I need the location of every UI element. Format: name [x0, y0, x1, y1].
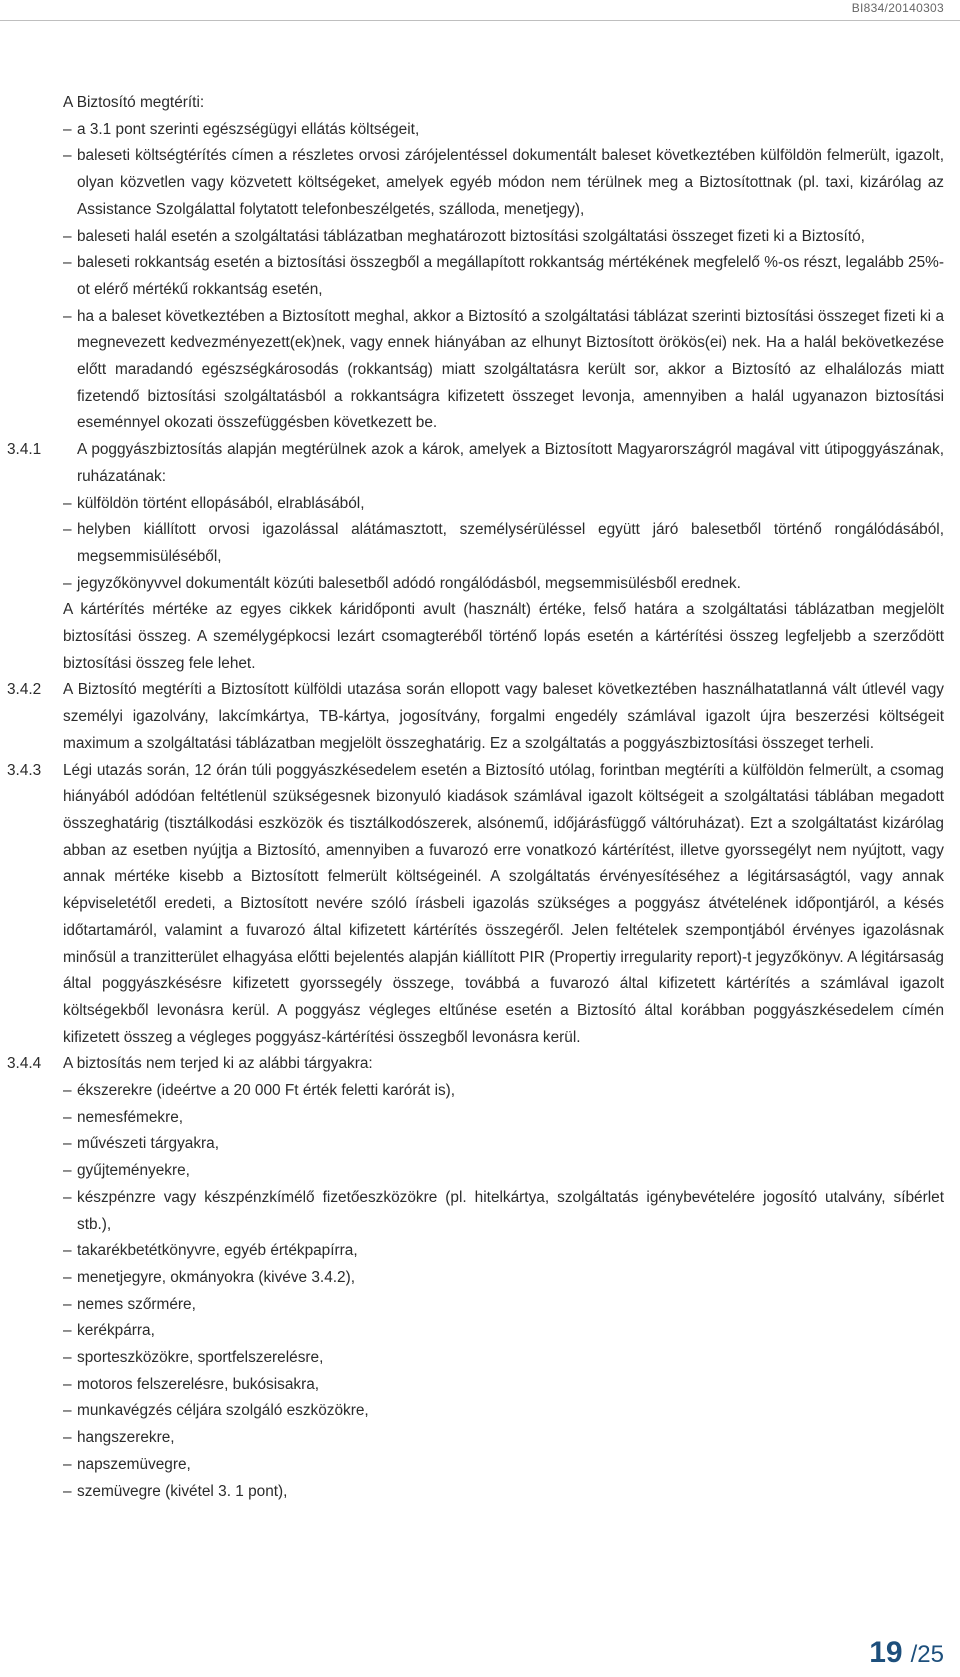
section-paragraph: A kártérítés mértéke az egyes cikkek káridőponti avult (használt) értéke, felső határa a szolgáltatási táblázatban megjelölt biztosítási összeg. A személygépkocsi lezárt csomagteréből történő lopás esetén a kártérítési összeg legfeljebb a szerződött biztosítási összeg fele lehet. [63, 601, 944, 672]
list-item: – nemesfémekre, [0, 1105, 960, 1132]
section-number: 3.4.3 [7, 761, 42, 779]
list-item: – a 3.1 pont szerinti egészségügyi ellátás költségeit, [0, 117, 960, 144]
section-3-4-3 [0, 758, 960, 1052]
list-item: – ha a baleset következtében a Biztosított meghal, akkor a Biztosító a szolgáltatási táblázat szerinti biztosítási összeget fizeti ki a megnevezett kedvezményezett(ek)nek, vagy ennek hiányában az elhunyt Biztosított örökös(ei) nek. Ha a halál bekövetkezése előtt maradandó egészségkárosodás (rokkantság) miatt szolgáltatásra került sor, akkor a Biztosító az elhalálozás miatt fizetendő biztosítási szolgáltatásból a rokkantságra kifizetett összeget levonja, amennyiben a halál ugyanazon biztosítási eseménnyel okozati összefüggésben következett be. [0, 304, 960, 438]
list-item: – jegyzőkönyvvel dokumentált közúti balesetből adódó rongálódásból, megsemmisülésből erednek. [0, 571, 960, 598]
list-item: – motoros felszerelésre, bukósisakra, [0, 1372, 960, 1399]
document-body [0, 90, 960, 1505]
section-number: 3.4.4 [7, 1055, 42, 1073]
list-item: – hangszerekre, [0, 1425, 960, 1452]
intro-paragraph: A Biztosító megtéríti: [63, 94, 205, 111]
list-item: – baleseti rokkantság esetén a biztosítási összegből a megállapított rokkantság mértékének megfelelő %-os részt, legalább 25%-ot elérő mértékű rokkantság esetén, [0, 250, 960, 303]
list-item: – külföldön történt ellopásából, elrablásából, [0, 491, 960, 518]
section-number: 3.4.1 [7, 441, 42, 459]
list-item: – menetjegyre, okmányokra (kivéve 3.4.2), [0, 1265, 960, 1292]
list-item: – kerékpárra, [0, 1318, 960, 1345]
section-text: Légi utazás során, 12 órán túli poggyászkésedelem esetén a Biztosító utólag, forintban megtéríti a külföldön felmerült, a csomag hiányából adódóan feltétlenül szükségesnek bizonyuló kiadások számlával igazolt költségeit a szolgáltatási táblában megadott összeghatárig (tisztálkodási eszközök és tisztálkodószerek, alsónemű, időjárásfüggő váltóruházat). Ezt a szolgáltatást kizárólag abban az esetben nyújtja a Biztosító, amennyiben a fuvarozó erre vonatkozó kártérítést, illetve gyorssegélyt nem nyújtott, vagy annak mértéke kisebb a Biztosított felmerült költségeinél. A szolgáltatás érvényesítéséhez a légitársaságtól, vagy annak képviseletétől eredeti, a Biztosított nevére szóló írásbeli igazolás szükséges a poggyász átvételének időpontjáról, a késés időtartamáról, valamint a fuvarozó által kifizetett kártérítés összegéről. Jelen feltételek szempontjából érvényes igazolásnak minősül a tranzitterület elhagyása előtti bejelentés alapján kiállított PIR (Propertiy irregularity report)-t jegyzőkönyv. A légitársaság által poggyászkésésre kifizetett gyorssegély összege, továbbá a fuvarozó által kifizetett kártérítés a számlával igazolt költségekből levonásra kerül. A poggyász végleges eltűnése esetén a Biztosító által korábban poggyászkésedelem címén kifizetett összeg a végleges poggyász-kártérítési összegből levonásra kerül. [63, 761, 944, 1046]
document-code: BI834/20140303 [851, 1, 944, 15]
section-text: A biztosítás nem terjed ki az alábbi tárgyakra: [63, 1055, 373, 1073]
section-3-4-2 [0, 677, 960, 757]
list-item: – takarékbetétkönyvre, egyéb értékpapírra, [0, 1238, 960, 1265]
list-item: – szemüvegre (kivétel 3. 1 pont), [0, 1479, 960, 1506]
section-number: 3.4.2 [7, 681, 42, 699]
page-total: /25 [910, 1641, 944, 1668]
list-item: – ékszerekre (ideértve a 20 000 Ft érték feletti karórát is), [0, 1078, 960, 1105]
section-3-4-1 [0, 437, 960, 490]
list-item: – baleseti halál esetén a szolgáltatási táblázatban meghatározott biztosítási szolgáltatási összeget fizeti ki a Biztosító, [0, 224, 960, 251]
section-3-4-4 [0, 1051, 960, 1078]
list-item: – helyben kiállított orvosi igazolással alátámasztott, személysérüléssel együtt járó balesetből történő rongálódásából, megsemmisüléséből, [0, 517, 960, 570]
list-item: – készpénzre vagy készpénzkímélő fizetőeszközökre (pl. hitelkártya, szolgáltatás igénybevételére jogosító utalvány, síbérlet stb.), [0, 1185, 960, 1238]
list-item: – munkavégzés céljára szolgáló eszközökre, [0, 1398, 960, 1425]
list-item: – művészeti tárgyakra, [0, 1131, 960, 1158]
section-text: A Biztosító megtéríti a Biztosított külföldi utazása során ellopott vagy baleset következtében használhatatlanná vált útlevél vagy személyi igazolvány, lakcímkártya, TB-kártya, jogosítvány, forgalmi engedély számlával igazolt újra beszerzési költségeit maximum a szolgáltatási táblázatban megjelölt összeghatárig. Ez a szolgáltatás a poggyászbiztosítási összeget terheli. [63, 681, 944, 752]
page-current: 19 [869, 1636, 903, 1669]
list-item: – napszemüvegre, [0, 1452, 960, 1479]
list-item: – gyűjteményekre, [0, 1158, 960, 1185]
list-item: – sporteszközökre, sportfelszerelésre, [0, 1345, 960, 1372]
list-item: – nemes szőrmére, [0, 1292, 960, 1319]
list-item: – baleseti költségtérítés címen a részletes orvosi zárójelentéssel dokumentált baleset következtében külföldön felmerült, igazolt, olyan közvetlen vagy közvetett költségeket, amelyek egyéb módon nem térülnek meg a Biztosítottnak (pl. taxi, kizárólag az Assistance Szolgálattal folytatott telefonbeszélgetés, szálloda, menetjegy), [0, 143, 960, 223]
header-rule [0, 20, 960, 21]
page-number [869, 1636, 944, 1670]
section-text: A poggyászbiztosítás alapján megtérülnek azok a károk, amelyek a Biztosított Magyarországról magával vitt útipoggyászának, ruházatának: [77, 441, 944, 485]
